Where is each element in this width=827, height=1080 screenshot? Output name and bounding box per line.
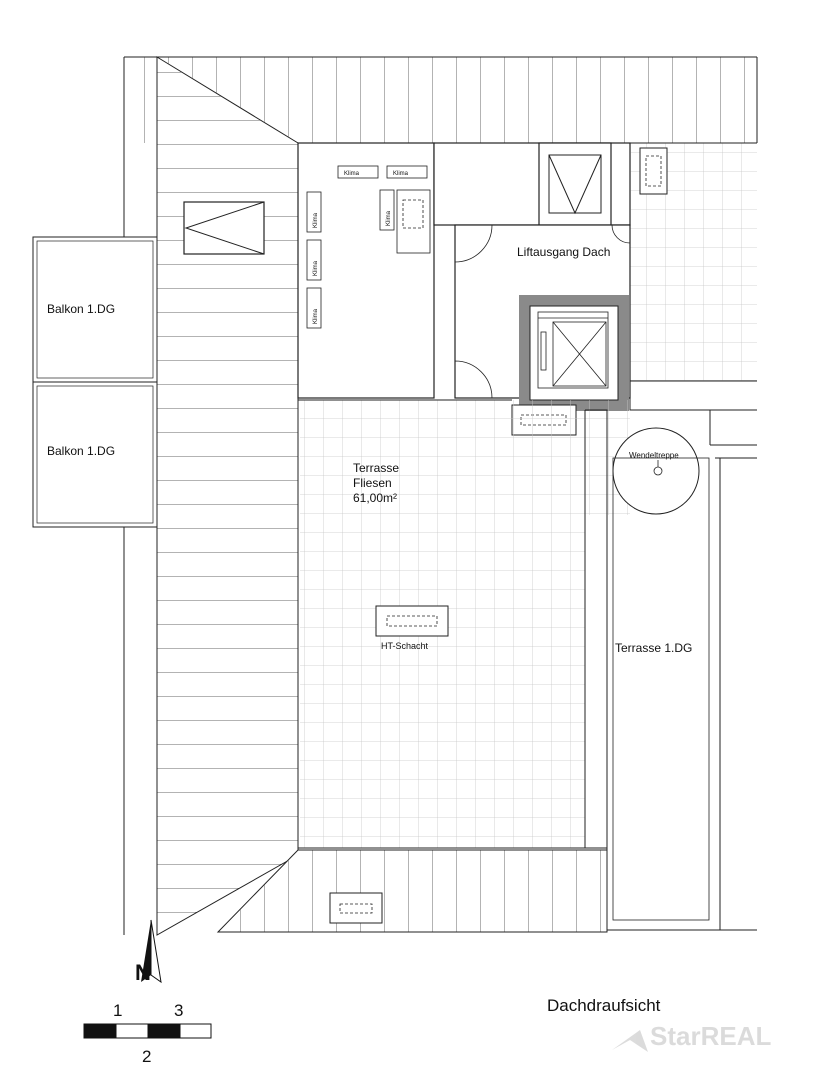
terrasse-label: Terrasse [353, 461, 400, 475]
balkon-bottom-label: Balkon 1.DG [47, 444, 116, 458]
scale-label-1: 1 [113, 1001, 123, 1020]
liftausgang-label: Liftausgang Dach [517, 245, 611, 259]
balkon-top [33, 237, 157, 382]
scale-bar [84, 1001, 211, 1066]
drawing-title: Dachdraufsicht [547, 996, 661, 1015]
upper-right-terrace [630, 143, 757, 381]
service-room [434, 143, 630, 225]
elevator-shaft [519, 295, 629, 411]
balkon-top-label: Balkon 1.DG [47, 302, 116, 316]
klima-label: Klima [313, 212, 319, 228]
klima-label: Klima [386, 210, 392, 226]
klima-label: Klima [313, 260, 319, 276]
terrasse-1dg [607, 458, 757, 930]
terrasse-material: Fliesen [353, 476, 392, 490]
main-terrace [298, 400, 630, 848]
klima-label: Klima [313, 308, 319, 324]
roof-window [184, 202, 264, 254]
terrasse-area: 61,00m² [353, 491, 398, 505]
klima-label: Klima [393, 171, 409, 177]
scale-label-2: 2 [142, 1047, 152, 1066]
terrasse-1dg-label: Terrasse 1.DG [615, 641, 693, 655]
north-letter: N [135, 960, 151, 985]
watermark-text: StarREAL [650, 1021, 772, 1051]
klima-label: Klima [344, 171, 360, 177]
ht-schacht-label: HT-Schacht [381, 641, 429, 651]
balkon-bottom [33, 382, 157, 527]
scale-label-3: 3 [174, 1001, 184, 1020]
wendeltreppe [613, 428, 699, 514]
wendeltreppe-label: Wendeltreppe [629, 451, 679, 460]
